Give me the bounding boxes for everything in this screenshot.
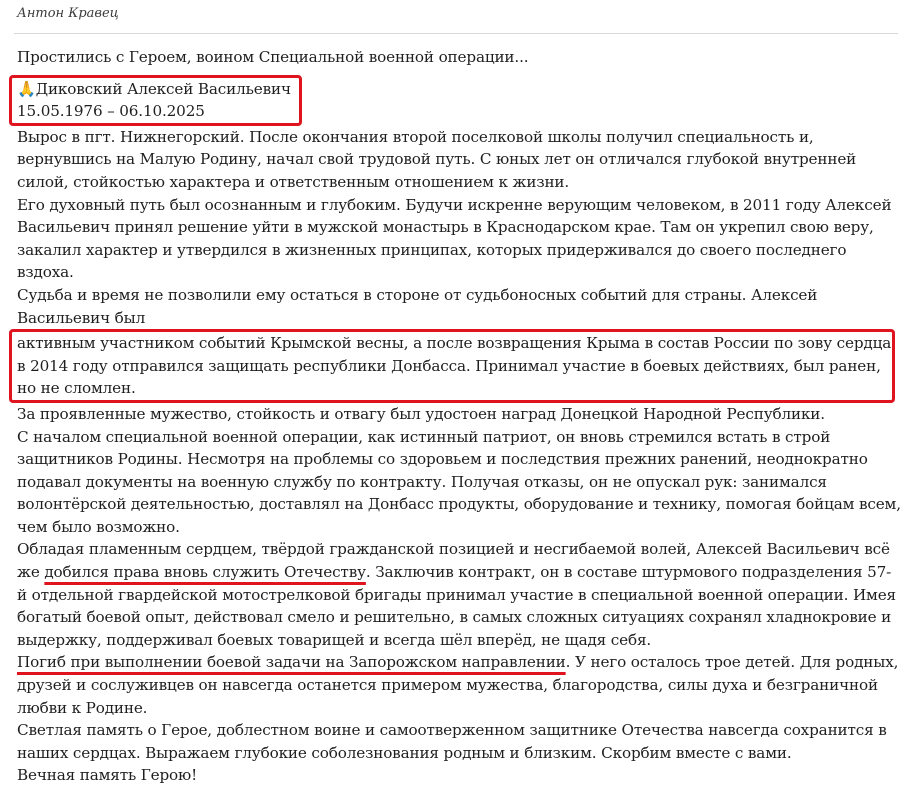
paragraph-eternal: Вечная память Герою!	[17, 766, 198, 785]
contract-text-b: . Заключив контракт, он в составе штурмового подразделения 57-й отдельной гвардейской мотострелковой бригады принимал участие в специальной военной операции. Имея богатый боевой опыт, действовал смело и решительно, в самых сложных ситуациях сохранял хладнокровие и выдержку, поддерживал боевых товарищей и всегда шёл вперёд, не щадя себя.	[17, 563, 896, 649]
paragraph-memory: Светлая память о Герое, доблестном воине и самоотверженном защитнике Отечества навсегда сохранится в наших сердцах. Выражаем глубокие соболезнования родным и близким. Скорбим вместе с вами.	[17, 721, 887, 762]
paragraph-youth: Вырос в пгт. Нижнегорский. После окончания второй поселковой школы получил специальность и, вернувшись на Малую Родину, начал свой трудовой путь. С юных лет он отличался глубокой внутренней силой, стойкостью характера и ответственным отношением к жизни.	[17, 127, 857, 191]
contract-text-a: Обладая пламенным сердцем, твёрдой гражданской позицией и несгибаемой волей, Алексей Васильевич всё же	[17, 540, 890, 582]
hero-dates: 15.05.1976 – 06.10.2025	[17, 102, 205, 121]
paragraph-crimea-intro: Судьба и время не позволили ему остаться в стороне от судьбоносных событий для страны. Алексей Васильевич был	[17, 285, 818, 327]
paragraph-crimea-boxed: активным участником событий Крымской весны, а после возвращения Крыма в состав России по зову сердца в 2014 году отправился защищать республики Донбасса. Принимал участие в боевых действиях, был ранен, но не сломлен.	[17, 334, 892, 398]
post-intro: Простились с Героем, воином Специальной военной операции...	[17, 48, 529, 66]
hero-name-box	[9, 75, 302, 126]
death-underlined: Погиб при выполнении боевой задачи на Запорожском направлении	[17, 653, 566, 672]
hero-name: Диковский Алексей Васильевич	[35, 79, 291, 98]
paragraph-faith: Его духовный путь был осознанным и глубоким. Будучи искренне верующим человеком, в 2011 году Алексей Васильевич принял решение уйти в мужской монастырь в Краснодарском крае. Там он укрепил свою веру, закалил характер и утвердился в жизненных принципах, которых придерживался до своего последнего вздоха.	[17, 195, 892, 282]
death-text-b: . У него осталось трое детей. Для родных, друзей и сослуживцев он навсегда останется примером мужества, благородства, силы духа и безграничной любви к Родине.	[17, 653, 899, 717]
divider	[14, 33, 898, 34]
paragraph-awards: За проявленные мужество, стойкость и отвагу был удостоен наград Донецкой Народной Республики.	[17, 404, 825, 423]
paragraph-contract	[17, 538, 901, 651]
author-name[interactable]: Антон Кравец	[17, 6, 119, 21]
paragraph-volunteer: С началом специальной военной операции, как истинный патриот, он вновь стремился встать в строй защитников Родины. Несмотря на проблемы со здоровьем и последствия прежних ранений, неоднократно подавал документы на военную службу по контракту. Получая отказы, он не опускал рук: занимался волонтёрской деятельностью, доставлял на Донбасс продукты, оборудование и технику, помогая бойцам всем, чем было возможно.	[17, 427, 901, 536]
crimea-highlight-box	[9, 329, 895, 403]
paragraph-death	[17, 651, 901, 719]
folded-hands-icon: 🙏	[17, 79, 36, 98]
hero-name-line	[17, 78, 291, 101]
contract-underlined: добился права вновь служить Отечеству	[44, 563, 366, 582]
post-body	[17, 46, 901, 787]
